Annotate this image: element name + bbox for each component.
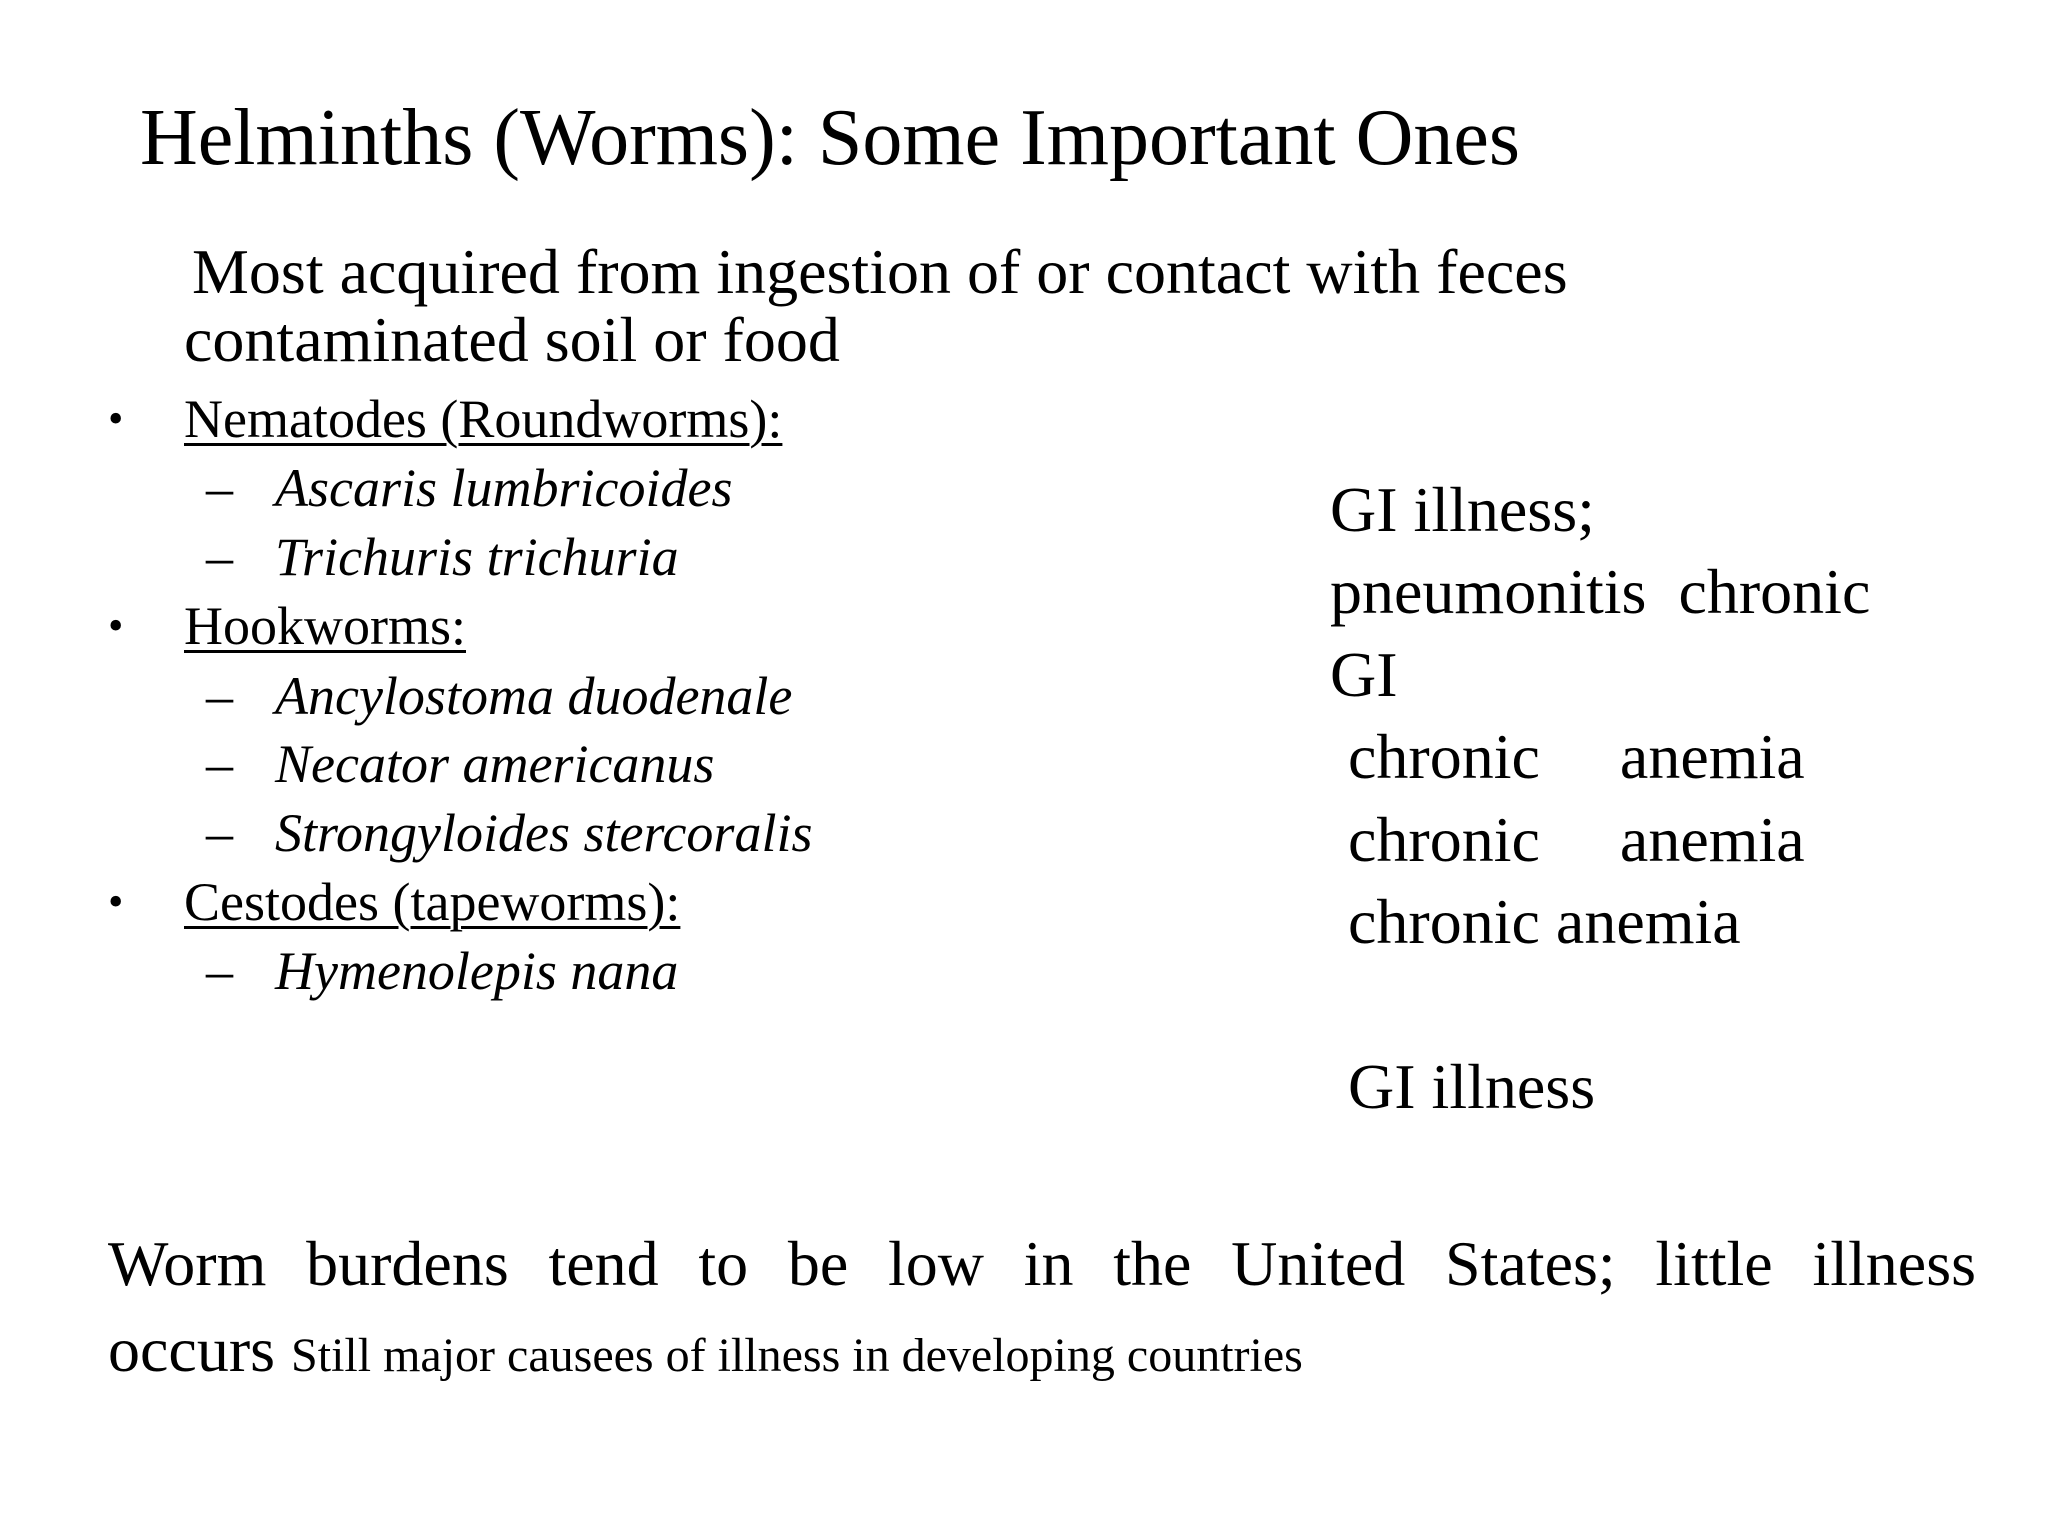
list-item: Trichuris trichuria bbox=[275, 527, 679, 587]
dash-marker: – bbox=[206, 458, 233, 518]
list-item: Necator americanus bbox=[275, 734, 715, 794]
note-line: chronic anemia bbox=[1348, 721, 1805, 792]
bullet-marker: • bbox=[108, 394, 124, 443]
note-line: GI bbox=[1330, 639, 1398, 710]
intro-text-line-2: contaminated soil or food bbox=[184, 304, 840, 375]
note-line: GI illness; bbox=[1330, 474, 1595, 545]
slide-title: Helminths (Worms): Some Important Ones bbox=[140, 94, 1521, 182]
bullet-marker: • bbox=[108, 877, 124, 926]
list-item: Strongyloides stercoralis bbox=[275, 803, 813, 863]
bullet-marker: • bbox=[108, 601, 124, 650]
dash-marker: – bbox=[206, 666, 233, 726]
dash-marker: – bbox=[206, 803, 233, 863]
note-line: GI illness bbox=[1348, 1051, 1596, 1122]
dash-marker: – bbox=[206, 734, 233, 794]
group-heading-nematodes: Nematodes (Roundworms): bbox=[184, 389, 783, 449]
note-line: pneumonitis chronic bbox=[1330, 556, 1871, 627]
intro-text-line-1: Most acquired from ingestion of or contact with feces bbox=[192, 236, 1568, 307]
dash-marker: – bbox=[206, 527, 233, 587]
list-item: Hymenolepis nana bbox=[275, 941, 679, 1001]
footer-text-line-2 bbox=[108, 1314, 1303, 1385]
list-item: Ancylostoma duodenale bbox=[275, 666, 793, 726]
list-item: Ascaris lumbricoides bbox=[275, 458, 733, 518]
footer-occurs: occurs bbox=[108, 1314, 276, 1385]
footer-text-line-1: Worm burdens tend to be low in the United States; little illness bbox=[108, 1228, 1976, 1299]
group-heading-cestodes: Cestodes (tapeworms): bbox=[184, 872, 681, 932]
footer-developing-countries: Still major causees of illness in developing countries bbox=[291, 1329, 1303, 1382]
group-heading-hookworms: Hookworms: bbox=[184, 596, 466, 656]
note-line: chronic anemia bbox=[1348, 886, 1741, 957]
note-line: chronic anemia bbox=[1348, 804, 1805, 875]
dash-marker: – bbox=[206, 941, 233, 1001]
